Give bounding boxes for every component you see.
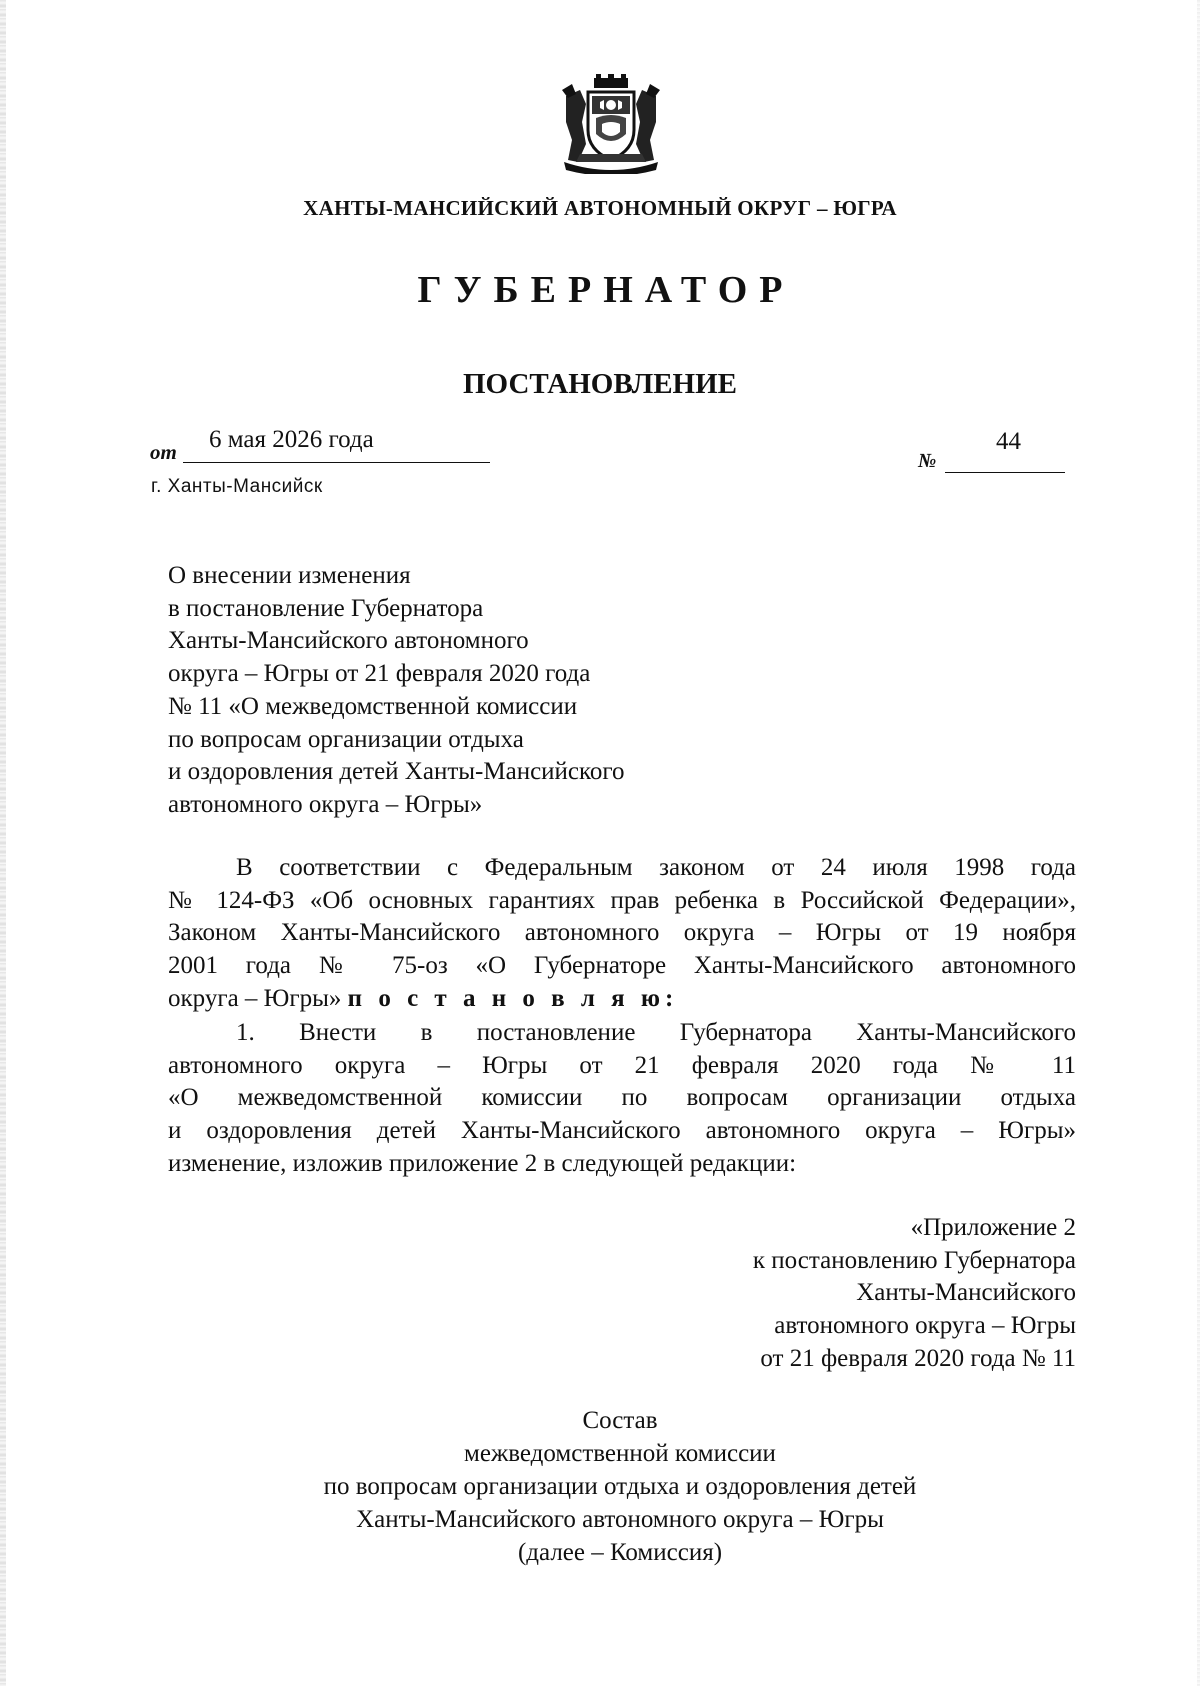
paragraph-line: автономного округа – Югры от 21 февраля 2020 года № 11 [168, 1051, 1076, 1079]
subject-line: Ханты-Мансийского автономного [168, 627, 529, 655]
number-underline [945, 472, 1065, 473]
composition-line: по вопросам организации отдыха и оздоровления детей [323, 1473, 917, 1500]
appendix-line: от 21 февраля 2020 года № 11 [760, 1344, 1076, 1372]
composition-line: межведомственной комиссии [464, 1440, 776, 1467]
subject-line: О внесении изменения [168, 562, 411, 589]
paragraph-line: изменение, изложив приложение 2 в следующей редакции: [168, 1149, 797, 1177]
appendix-line: к постановлению Губернатора [752, 1246, 1076, 1274]
appendix-line: автономного округа – Югры [774, 1312, 1076, 1340]
paragraph-line: 2001 года № 75-оз «О Губернаторе Ханты-Мансийского автономного [168, 952, 1076, 980]
paragraph-line: № 124-ФЗ «Об основных гарантиях прав ребенка в Российской Федерации», [168, 886, 1076, 914]
paragraph-line: «О межведомственной комиссии по вопросам организации отдыха [168, 1084, 1076, 1112]
subject-line: и оздоровления детей Ханты-Мансийского [168, 758, 625, 786]
coat-of-arms-icon [556, 74, 666, 174]
appendix-line: «Приложение 2 [910, 1214, 1076, 1241]
paragraph-line [168, 983, 1076, 1016]
number-label: № [918, 450, 937, 472]
document-number: 44 [996, 428, 1021, 455]
appendix-heading [576, 1212, 1076, 1376]
subject-line: в постановление Губернатора [168, 594, 484, 622]
item-1-paragraph [168, 1017, 1076, 1181]
paragraph-line: В соответствии с Федеральным законом от 24 июля 1998 года [236, 854, 1076, 881]
date-label: от [150, 440, 177, 464]
subject-line: № 11 «О межведомственной комиссии [168, 692, 578, 720]
paragraph-line: 1. Внести в постановление Губернатора Ханты-Мансийского [236, 1019, 1076, 1046]
date-underline [183, 462, 490, 463]
composition-line: (далее – Комиссия) [517, 1539, 723, 1566]
composition-line: Состав [582, 1407, 658, 1434]
document-subject [168, 560, 728, 822]
composition-line: Ханты-Мансийского автономного округа – Югры [356, 1506, 884, 1533]
preamble-tail: округа – Югры» [168, 984, 342, 1012]
authority-title: ГУБЕРНАТОР [417, 269, 795, 311]
subject-line: по вопросам организации отдыха [168, 725, 524, 753]
preamble-paragraph [168, 852, 1076, 1016]
scan-edge-left [0, 0, 6, 1686]
paragraph-line: и оздоровления детей Ханты-Мансийского автономного округа – Югры» [168, 1117, 1076, 1145]
paragraph-line: Законом Ханты-Мансийского автономного округа – Югры от 19 ноября [168, 919, 1076, 947]
region-name: ХАНТЫ-МАНСИЙСКИЙ АВТОНОМНЫЙ ОКРУГ – ЮГРА [303, 196, 897, 220]
decree-word: п о с т а н о в л я ю: [347, 984, 679, 1012]
composition-title [170, 1404, 1070, 1569]
document-date: 6 мая 2026 года [209, 426, 374, 453]
issue-city: г. Ханты-Мансийск [151, 476, 323, 497]
subject-line: округа – Югры от 21 февраля 2020 года [168, 660, 591, 688]
document-type: ПОСТАНОВЛЕНИЕ [462, 368, 737, 400]
subject-line: автономного округа – Югры» [168, 790, 483, 818]
appendix-line: Ханты-Мансийского [856, 1279, 1076, 1307]
